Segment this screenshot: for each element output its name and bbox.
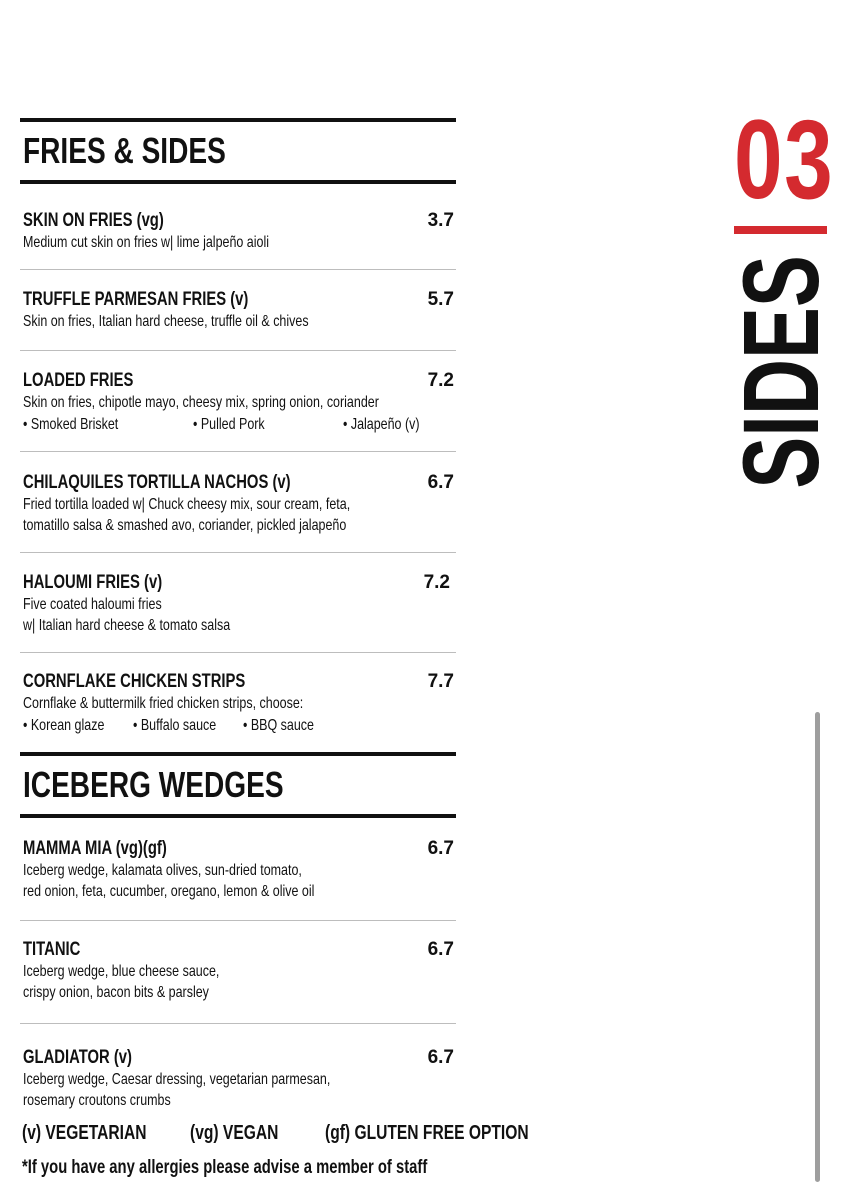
item-name: MAMMA MIA (vg)(gf)	[23, 838, 167, 859]
item-price: 6.7	[427, 1047, 454, 1068]
menu-item-truffle-parmesan-fries	[20, 270, 456, 350]
item-price: 3.7	[427, 210, 454, 231]
menu-item-mamma-mia	[20, 818, 456, 920]
item-price: 6.7	[427, 472, 454, 493]
legend-vegan: (vg) VEGAN	[189, 1122, 278, 1144]
item-description: red onion, feta, cucumber, oregano, lemon & olive oil	[23, 883, 315, 900]
item-name: CHILAQUILES TORTILLA NACHOS (v)	[23, 472, 291, 493]
item-name: CORNFLAKE CHICKEN STRIPS	[23, 671, 246, 692]
item-price: 5.7	[427, 289, 454, 310]
option-smoked-brisket: • Smoked Brisket	[23, 416, 119, 433]
item-description: Five coated haloumi fries	[23, 596, 162, 613]
menu-item-chilaquiles-nachos	[20, 452, 456, 552]
menu-item-titanic	[20, 921, 456, 1023]
item-name: TRUFFLE PARMESAN FRIES (v)	[23, 289, 249, 310]
item-description: crispy onion, bacon bits & parsley	[23, 984, 209, 1001]
item-description: Iceberg wedge, Caesar dressing, vegetarian parmesan,	[23, 1071, 331, 1088]
item-description: Cornflake & buttermilk fried chicken strips, choose:	[23, 695, 304, 712]
option-korean-glaze: • Korean glaze	[23, 717, 105, 734]
item-description: Skin on fries, Italian hard cheese, truffle oil & chives	[23, 313, 309, 330]
dietary-legend	[22, 1120, 608, 1146]
menu-column	[20, 118, 456, 1111]
section-number: 03	[734, 97, 835, 222]
item-price: 7.2	[423, 572, 450, 593]
option-bbq-sauce: • BBQ sauce	[243, 717, 314, 734]
item-description: Iceberg wedge, kalamata olives, sun-dried tomato,	[23, 862, 302, 879]
legend-gluten-free: (gf) GLUTEN FREE OPTION	[325, 1122, 529, 1144]
item-description: Iceberg wedge, blue cheese sauce,	[23, 963, 220, 980]
item-description: rosemary croutons crumbs	[23, 1092, 171, 1109]
item-name: GLADIATOR (v)	[23, 1047, 132, 1068]
section-title-fries: FRIES & SIDES	[23, 130, 226, 171]
section-vertical-label: SIDES	[720, 255, 841, 489]
accent-bar	[734, 226, 827, 234]
legend-vegetarian: (v) VEGETARIAN	[22, 1122, 147, 1144]
menu-item-gladiator	[20, 1024, 456, 1111]
allergy-note: *If you have any allergies please advise a member of staff	[22, 1157, 428, 1178]
item-name: LOADED FRIES	[23, 370, 134, 391]
item-name: TITANIC	[23, 939, 81, 960]
item-description: Fried tortilla loaded w| Chuck cheesy mix, sour cream, feta,	[23, 496, 351, 513]
item-description: Medium cut skin on fries w| lime jalpeño aioli	[23, 234, 270, 251]
menu-item-skin-on-fries	[20, 184, 456, 269]
option-jalapeno: • Jalapeño (v)	[343, 416, 420, 433]
menu-item-loaded-fries	[20, 351, 456, 451]
item-price: 7.7	[427, 671, 454, 692]
item-price: 6.7	[427, 939, 454, 960]
item-options	[20, 413, 456, 437]
scrollbar[interactable]	[815, 712, 820, 1182]
section-title-wedges: ICEBERG WEDGES	[23, 764, 284, 805]
item-description: w| Italian hard cheese & tomato salsa	[23, 617, 231, 634]
item-description: Skin on fries, chipotle mayo, cheesy mix, spring onion, coriander	[23, 394, 379, 411]
item-description: tomatillo salsa & smashed avo, coriander, pickled jalapeño	[23, 517, 347, 534]
menu-item-haloumi-fries	[20, 553, 456, 652]
item-options	[20, 714, 456, 738]
item-name: HALOUMI FRIES (v)	[23, 572, 163, 593]
item-name: SKIN ON FRIES (vg)	[23, 210, 164, 231]
option-pulled-pork: • Pulled Pork	[193, 416, 265, 433]
item-price: 6.7	[427, 838, 454, 859]
item-price: 7.2	[427, 370, 454, 391]
option-buffalo-sauce: • Buffalo sauce	[133, 717, 217, 734]
menu-item-cornflake-chicken-strips	[20, 653, 456, 752]
